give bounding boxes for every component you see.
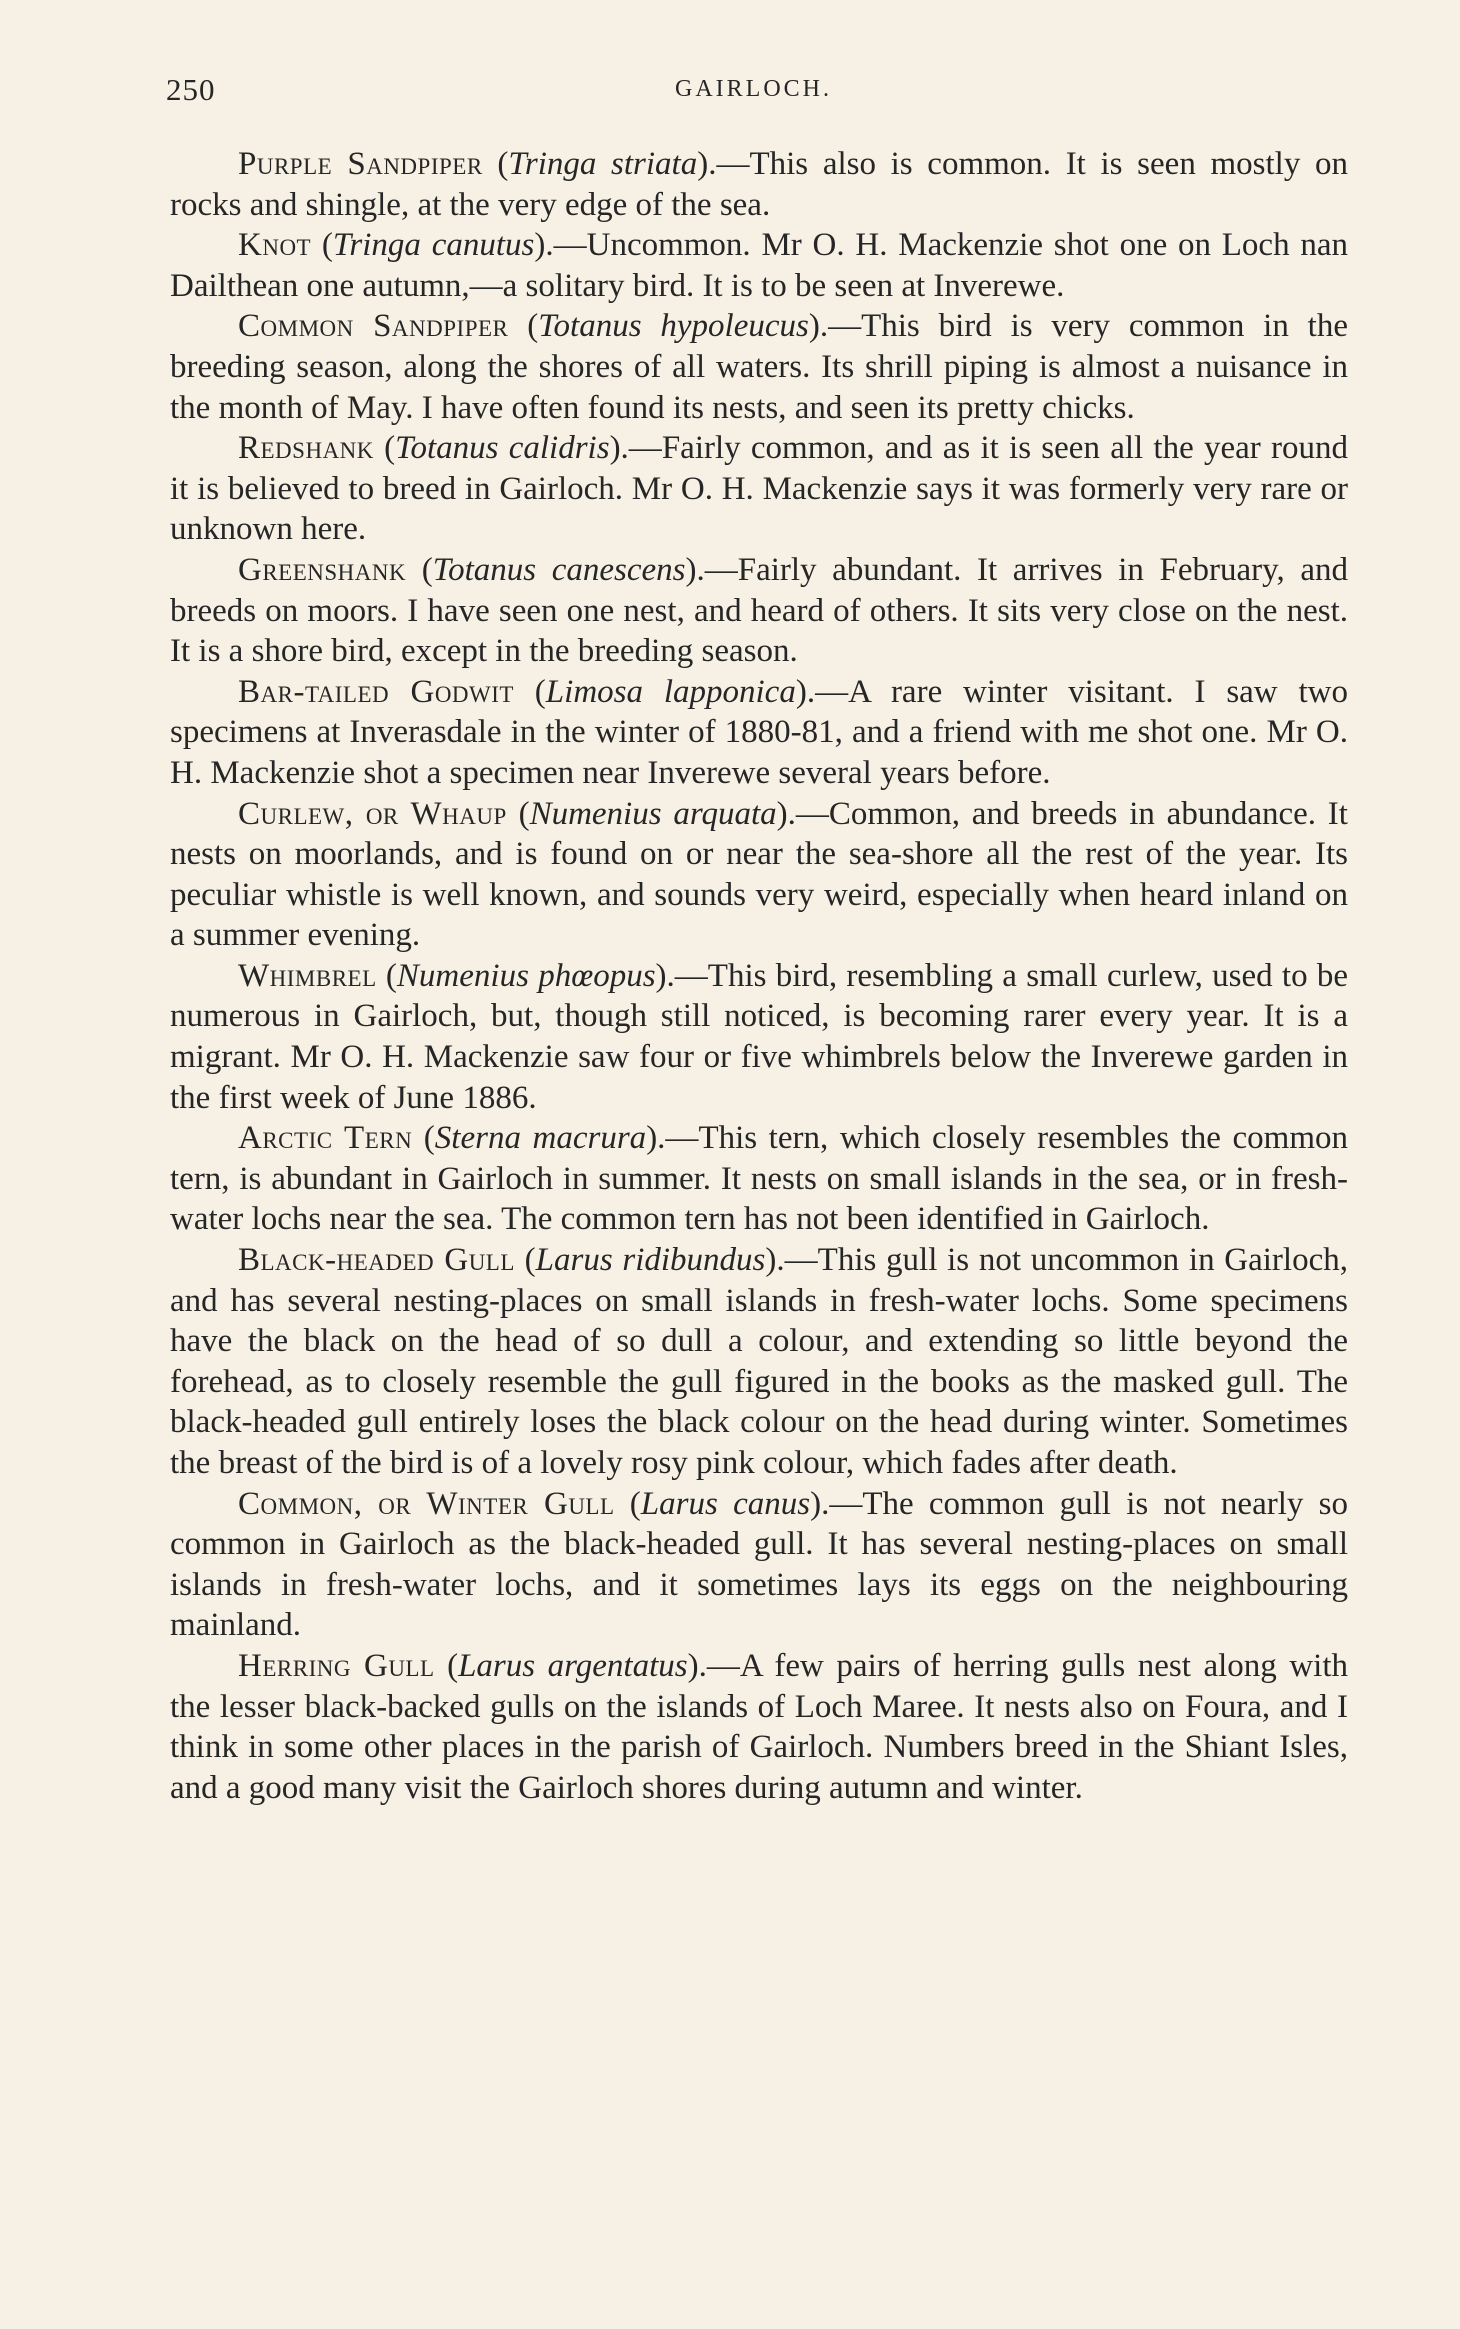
bird-name: Whimbrel: [238, 957, 377, 994]
latin-name: Numenius phœopus: [396, 957, 656, 994]
entry-text: This also is common. It is seen mostly on rocks and shingle, at the very edge of the sea.: [170, 146, 1348, 223]
entry-redshank: Redshank (Totanus calidris).—Fairly common, and as it is seen all the year round it is believed to breed in Gairloch. Mr O. H. Mackenzie says it was formerly very rare or unknown here.: [170, 430, 1348, 548]
latin-name: Sterna macrura: [434, 1120, 647, 1157]
bird-name: Common Sandpiper: [238, 308, 509, 345]
bird-name: Knot: [238, 227, 312, 264]
bird-name: Redshank: [238, 430, 374, 467]
latin-name: Totanus canescens: [432, 551, 686, 588]
latin-name: Totanus hypoleucus: [538, 308, 809, 345]
entry-text: A rare winter visitant. I saw two specimens at Inverasdale in the winter of 1880-81, and a friend with me shot one. Mr O. H. Mackenzie shot a specimen near Inverewe several years before.: [170, 673, 1348, 791]
bird-name: Black-headed Gull: [238, 1242, 515, 1279]
latin-name: Tringa canutus: [332, 227, 535, 264]
entry-purple-sandpiper: Purple Sandpiper (Tringa striata).—This also is common. It is seen mostly on rocks and shingle, at the very edge of the sea.: [170, 146, 1348, 223]
entry-text: Fairly abundant. It arrives in February, and breeds on moors. I have seen one nest, and heard of others. It sits very close on the nest. It is a shore bird, except in the breeding season.: [170, 551, 1348, 670]
bird-name: Herring Gull: [238, 1647, 435, 1684]
entry-common-sandpiper: Common Sandpiper (Totanus hypoleucus).—This bird is very common in the breeding season, along the shores of all waters. Its shrill piping is almost a nuisance in the month of May. I have often found its nests, and seen its pretty chicks.: [170, 308, 1348, 426]
entry-knot: Knot (Tringa canutus).—Uncommon. Mr O. H. Mackenzie shot one on Loch nan Dailthean one autumn,—a solitary bird. It is to be seen at Inverewe.: [170, 227, 1348, 304]
latin-name: Tringa striata: [508, 146, 698, 182]
latin-name: Larus argentatus: [458, 1647, 688, 1684]
entry-curlew: Curlew, or Whaup (Numenius arquata).—Common, and breeds in abundance. It nests on moorlands, and is found on or near the sea-shore all the rest of the year. Its peculiar whistle is well known, and sounds very weird, especially when heard inland on a summer evening.: [170, 795, 1348, 954]
latin-name: Larus ridibundus: [535, 1242, 766, 1279]
entry-text: Fairly common, and as it is seen all the year round it is believed to breed in Gairloch. Mr O. H. Mackenzie says it was formerly very rare or unknown here.: [170, 430, 1348, 548]
entry-text: This tern, which closely resembles the common tern, is abundant in Gairloch in summer. It nests on small islands in the sea, or in fresh-water lochs near the sea. The common tern has not been identified in Gairloch.: [170, 1120, 1348, 1238]
page-number: 250: [166, 72, 216, 107]
entry-greenshank: Greenshank (Totanus canescens).—Fairly abundant. It arrives in February, and breeds on moors. I have seen one nest, and heard of others. It sits very close on the nest. It is a shore bird, except in the breeding season.: [170, 551, 1348, 670]
bird-name: Bar-tailed Godwit: [238, 673, 514, 710]
entry-arctic-tern: Arctic Tern (Sterna macrura).—This tern, which closely resembles the common tern, is abundant in Gairloch in summer. It nests on small islands in the sea, or in fresh-water lochs near the sea. The common tern has not been identified in Gairloch.: [170, 1120, 1348, 1238]
latin-name: Larus canus: [640, 1485, 811, 1522]
running-head: [166, 72, 1341, 112]
entry-text: A few pairs of herring gulls nest along with the lesser black-backed gulls on the islands of Loch Maree. It nests also on Foura, and I think in some other places in the parish of Gairloch. Numbers breed in the Shiant Isles, and a good many visit the Gairloch shores during autumn and winter.: [170, 1647, 1348, 1806]
bird-name: Arctic Tern: [238, 1120, 413, 1157]
entry-text: Common, and breeds in abundance. It nests on moorlands, and is found on or near the sea-shore all the rest of the year. Its peculiar whistle is well known, and sounds very weird, especially when heard inland on a summer evening.: [170, 795, 1348, 954]
entry-text: The common gull is not nearly so common in Gairloch as the black-headed gull. It has several nesting-places on small islands in fresh-water lochs, and it sometimes lays its eggs on the neighbouring mainland.: [170, 1485, 1348, 1644]
bird-name: Curlew, or Whaup: [238, 795, 507, 832]
bird-name: Purple Sandpiper: [238, 146, 483, 182]
running-title: GAIRLOCH.: [675, 76, 832, 102]
entry-text: This bird, resembling a small curlew, used to be numerous in Gairloch, but, though still noticed, is becoming rarer every year. It is a migrant. Mr O. H. Mackenzie saw four or five whimbrels below the Inverewe garden in the first week of June 1886.: [170, 957, 1348, 1116]
entry-black-headed-gull: Black-headed Gull (Larus ridibundus).—This gull is not uncommon in Gairloch, and has several nesting-places on small islands in fresh-water lochs. Some specimens have the black on the head of so dull a colour, and extending so little beyond the forehead, as to closely resemble the gull figured in the books as the masked gull. The black-headed gull entirely loses the black colour on the head during winter. Sometimes the breast of the bird is of a lovely rosy pink colour, which fades after death.: [170, 1242, 1348, 1481]
entry-bar-tailed-godwit: Bar-tailed Godwit (Limosa lapponica).—A rare winter visitant. I saw two specimens at Inverasdale in the winter of 1880-81, and a friend with me shot one. Mr O. H. Mackenzie shot a specimen near Inverewe several years before.: [170, 673, 1348, 791]
entry-text: This gull is not uncommon in Gairloch, and has several nesting-places on small islands in fresh-water lochs. Some specimens have the black on the head of so dull a colour, and extending so little beyond the forehead, as to closely resemble the gull figured in the books as the masked gull. The black-headed gull entirely loses the black colour on the head during winter. Sometimes the breast of the bird is of a lovely rosy pink colour, which fades after death.: [170, 1242, 1348, 1481]
entry-whimbrel: Whimbrel (Numenius phœopus).—This bird, resembling a small curlew, used to be numerous in Gairloch, but, though still noticed, is becoming rarer every year. It is a migrant. Mr O. H. Mackenzie saw four or five whimbrels below the Inverewe garden in the first week of June 1886.: [170, 957, 1348, 1116]
bird-name: Greenshank: [238, 551, 407, 588]
bird-name: Common, or Winter Gull: [238, 1485, 615, 1522]
bird-entries: [170, 144, 1348, 1808]
entry-text: This bird is very common in the breeding season, along the shores of all waters. Its shrill piping is almost a nuisance in the month of May. I have often found its nests, and seen its pretty chicks.: [170, 308, 1348, 426]
latin-name: Numenius arquata: [529, 795, 777, 832]
latin-name: Totanus calidris: [395, 430, 610, 467]
entry-herring-gull: Herring Gull (Larus argentatus).—A few pairs of herring gulls nest along with the lesser black-backed gulls on the islands of Loch Maree. It nests also on Foura, and I think in some other places in the parish of Gairloch. Numbers breed in the Shiant Isles, and a good many visit the Gairloch shores during autumn and winter.: [170, 1647, 1348, 1806]
entry-text: Uncommon. Mr O. H. Mackenzie shot one on Loch nan Dailthean one autumn,—a solitary bird. It is to be seen at Inverewe.: [170, 227, 1348, 304]
entry-common-gull: Common, or Winter Gull (Larus canus).—The common gull is not nearly so common in Gairloch as the black-headed gull. It has several nesting-places on small islands in fresh-water lochs, and it sometimes lays its eggs on the neighbouring mainland.: [170, 1485, 1348, 1644]
latin-name: Limosa lapponica: [545, 673, 796, 710]
